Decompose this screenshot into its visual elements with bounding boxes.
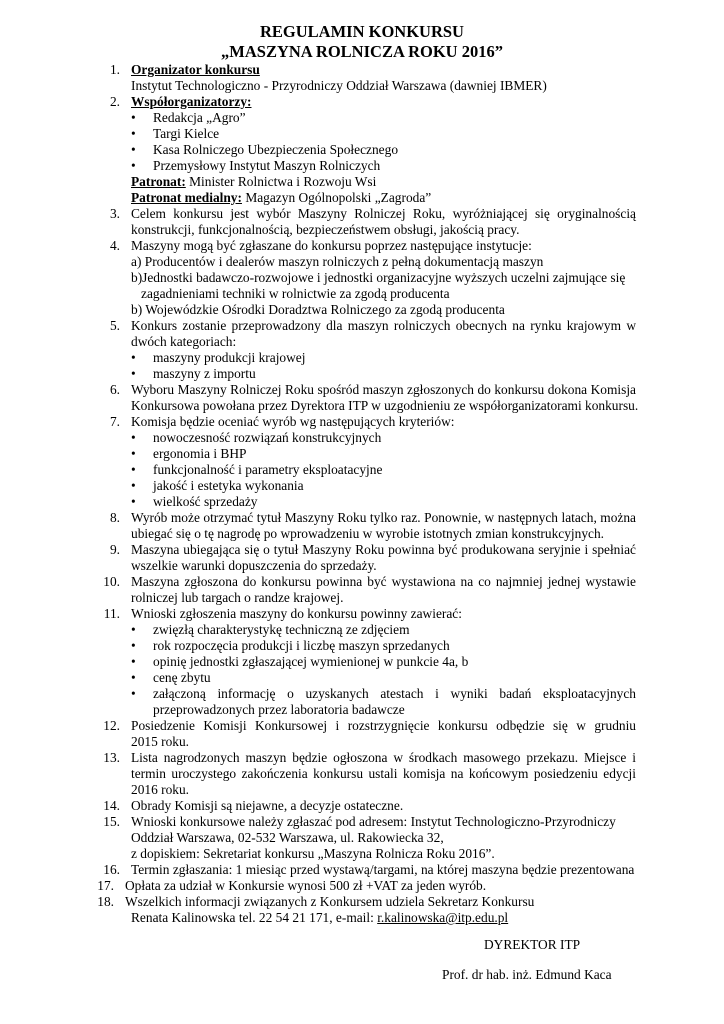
bullet-icon: • bbox=[131, 446, 136, 461]
item-number-4: 4. bbox=[109, 238, 120, 253]
item-5-line: dwóch kategoriach: bbox=[131, 334, 237, 349]
item-9-line: wszelkie warunki dopuszczenia do sprzedaży. bbox=[131, 558, 377, 573]
item-3-line: Celem konkursu jest wybór Maszyny Rolniczej Roku, wyróżniającej się oryginalnością bbox=[131, 206, 636, 221]
item-number-17: 17. bbox=[97, 878, 114, 893]
coorganizers-heading: Współorganizatorzy: bbox=[131, 94, 252, 109]
item-12-line: 2015 roku. bbox=[131, 734, 190, 749]
item-4a: a) Producentów i dealerów maszyn rolniczych z pełną dokumentacją maszyn bbox=[131, 254, 544, 269]
bullet-icon: • bbox=[131, 126, 136, 141]
item-9-line: Maszyna ubiegająca się o tytuł Maszyny Roku powinna być produkowana seryjnie i spełniać bbox=[131, 542, 636, 557]
criteria-item: ergonomia i BHP bbox=[153, 446, 247, 461]
bullet-icon: • bbox=[131, 350, 136, 365]
media-patronage-line: Patronat medialny: Magazyn Ogólnopolski „Zagroda” bbox=[131, 190, 432, 205]
coorganizer-item: Kasa Rolniczego Ubezpieczenia Społecznego bbox=[153, 142, 399, 157]
application-item: rok rozpoczęcia produkcji i liczbę maszyn sprzedanych bbox=[153, 638, 450, 653]
item-15-line: Wnioski konkursowe należy zgłaszać pod adresem: Instytut Technologiczno-Przyrodniczy bbox=[131, 814, 616, 829]
application-item: załączoną informację o uzyskanych atestach i wyniki badań eksploatacyjnych bbox=[153, 686, 636, 701]
item-10-line: rolniczej lub targach o randze krajowej. bbox=[131, 590, 344, 605]
item-5-line: Konkurs zostanie przeprowadzony dla maszyn rolniczych obecnych na rynku krajowym w bbox=[131, 318, 636, 333]
criteria-item: jakość i estetyka wykonania bbox=[153, 478, 304, 493]
organizer-text: Instytut Technologiczno - Przyrodniczy Oddział Warszawa (dawniej IBMER) bbox=[131, 78, 547, 93]
item-8-line: Wyrób może otrzymać tytuł Maszyny Roku tylko raz. Ponownie, w następnych latach, można bbox=[131, 510, 636, 525]
item-number-1: 1. bbox=[109, 62, 120, 77]
bullet-icon: • bbox=[131, 654, 136, 669]
bullet-icon: • bbox=[131, 478, 136, 493]
item-14-line: Obrady Komisji są niejawne, a decyzje ostateczne. bbox=[131, 798, 404, 813]
signature-role: DYREKTOR ITP bbox=[484, 937, 581, 952]
item-number-7: 7. bbox=[109, 414, 120, 429]
item-4-line: Maszyny mogą być zgłaszane do konkursu poprzez następujące instytucje: bbox=[131, 238, 532, 253]
item-number-2: 2. bbox=[109, 94, 120, 109]
bullet-icon: • bbox=[131, 638, 136, 653]
item-13-line: 2016 roku. bbox=[131, 782, 190, 797]
document-title-line1: REGULAMIN KONKURSU bbox=[260, 22, 464, 41]
application-item: zwięzłą charakterystykę techniczną ze zdjęciem bbox=[153, 622, 410, 637]
criteria-item: nowoczesność rozwiązań konstrukcyjnych bbox=[153, 430, 382, 445]
criteria-item: wielkość sprzedaży bbox=[153, 494, 258, 509]
item-number-6: 6. bbox=[109, 382, 120, 397]
bullet-icon: • bbox=[131, 430, 136, 445]
item-number-11: 11. bbox=[103, 606, 120, 621]
application-item: opinię jednostki zgłaszającej wymienionej w punkcie 4a, b bbox=[153, 654, 469, 669]
item-4b: b)Jednostki badawczo-rozwojowe i jednostki organizacyjne wyższych uczelni zajmujące się bbox=[131, 270, 626, 285]
item-number-14: 14. bbox=[103, 798, 120, 813]
item-4b: zagadnieniami techniki w rolnictwie za zgodą producenta bbox=[141, 286, 450, 301]
item-3-line: konstrukcji, funkcjonalnością, bezpieczeństwem obsługi, jakością pracy. bbox=[131, 222, 520, 237]
bullet-icon: • bbox=[131, 670, 136, 685]
item-11-line: Wnioski zgłoszenia maszyny do konkursu powinny zawierać: bbox=[131, 606, 462, 621]
item-number-18: 18. bbox=[97, 894, 114, 909]
item-8-line: ubiegać się o tę nagrodę po wprowadzeniu w wyrobie istotnych zmian konstrukcyjnych. bbox=[131, 526, 605, 541]
item-6-line: Wyboru Maszyny Rolniczej Roku spośród maszyn zgłoszonych do konkursu dokona Komisja bbox=[131, 382, 636, 397]
application-item: przeprowadzonych przez laboratoria badawcze bbox=[153, 702, 405, 717]
item-13-line: termin uroczystego zakończenia konkursu ustali komisja na końcowym posiedzeniu edycji bbox=[131, 766, 636, 781]
item-number-13: 13. bbox=[103, 750, 120, 765]
item-number-9: 9. bbox=[109, 542, 120, 557]
item-number-3: 3. bbox=[109, 206, 120, 221]
item-18-line: Wszelkich informacji związanych z Konkursem udziela Sekretarz Konkursu bbox=[125, 894, 535, 909]
item-17-line: Opłata za udział w Konkursie wynosi 500 zł +VAT za jeden wyrób. bbox=[125, 878, 487, 893]
item-10-line: Maszyna zgłoszona do konkursu powinna być wystawiona na co najmniej jednej wystawie bbox=[131, 574, 636, 589]
item-15-line: z dopiskiem: Sekretariat konkursu „Maszyna Rolnicza Roku 2016”. bbox=[131, 846, 495, 861]
item-7-line: Komisja będzie oceniać wyrób wg następujących kryteriów: bbox=[131, 414, 455, 429]
item-13-line: Lista nagrodzonych maszyn będzie ogłoszona w środkach masowego przekazu. Miejsce i bbox=[131, 750, 636, 765]
item-4c: b) Wojewódzkie Ośrodki Doradztwa Rolniczego za zgodą producenta bbox=[131, 302, 505, 317]
item-number-8: 8. bbox=[109, 510, 120, 525]
application-item: cenę zbytu bbox=[153, 670, 211, 685]
bullet-icon: • bbox=[131, 494, 136, 509]
organizer-heading: Organizator konkursu bbox=[131, 62, 260, 77]
signature-name: Prof. dr hab. inż. Edmund Kaca bbox=[442, 967, 612, 982]
coorganizer-item: Przemysłowy Instytut Maszyn Rolniczych bbox=[153, 158, 381, 173]
bullet-icon: • bbox=[131, 142, 136, 157]
item-12-line: Posiedzenie Komisji Konkursowej i rozstrzygnięcie konkursu odbędzie się w grudniu bbox=[131, 718, 636, 733]
email-link[interactable]: r.kalinowska@itp.edu.pl bbox=[377, 910, 509, 925]
item-15-line: Oddział Warszawa, 02-532 Warszawa, ul. Rakowiecka 32, bbox=[131, 830, 444, 845]
item-number-5: 5. bbox=[109, 318, 120, 333]
bullet-icon: • bbox=[131, 622, 136, 637]
bullet-icon: • bbox=[131, 110, 136, 125]
criteria-item: funkcjonalność i parametry eksploatacyjne bbox=[153, 462, 383, 477]
bullet-icon: • bbox=[131, 686, 136, 701]
coorganizer-item: Redakcja „Agro” bbox=[153, 110, 246, 125]
item-16-line: Termin zgłaszania: 1 miesiąc przed wystawą/targami, na której maszyna będzie prezentowana bbox=[131, 862, 635, 877]
category-item: maszyny produkcji krajowej bbox=[153, 350, 306, 365]
category-item: maszyny z importu bbox=[153, 366, 256, 381]
item-number-15: 15. bbox=[103, 814, 120, 829]
bullet-icon: • bbox=[131, 462, 136, 477]
contact-line: Renata Kalinowska tel. 22 54 21 171, e-mail: r.kalinowska@itp.edu.pl bbox=[131, 910, 509, 925]
bullet-icon: • bbox=[131, 158, 136, 173]
item-number-12: 12. bbox=[103, 718, 120, 733]
bullet-icon: • bbox=[131, 366, 136, 381]
patronage-line: Patronat: Minister Rolnictwa i Rozwoju Wsi bbox=[131, 174, 377, 189]
item-6-line: Konkursowa powołana przez Dyrektora ITP w uzgodnieniu ze współorganizatorami konkursu. bbox=[131, 398, 639, 413]
document-title-line2: „MASZYNA ROLNICZA ROKU 2016” bbox=[221, 42, 503, 61]
item-number-16: 16. bbox=[103, 862, 120, 877]
item-number-10: 10. bbox=[103, 574, 120, 589]
coorganizer-item: Targi Kielce bbox=[153, 126, 220, 141]
